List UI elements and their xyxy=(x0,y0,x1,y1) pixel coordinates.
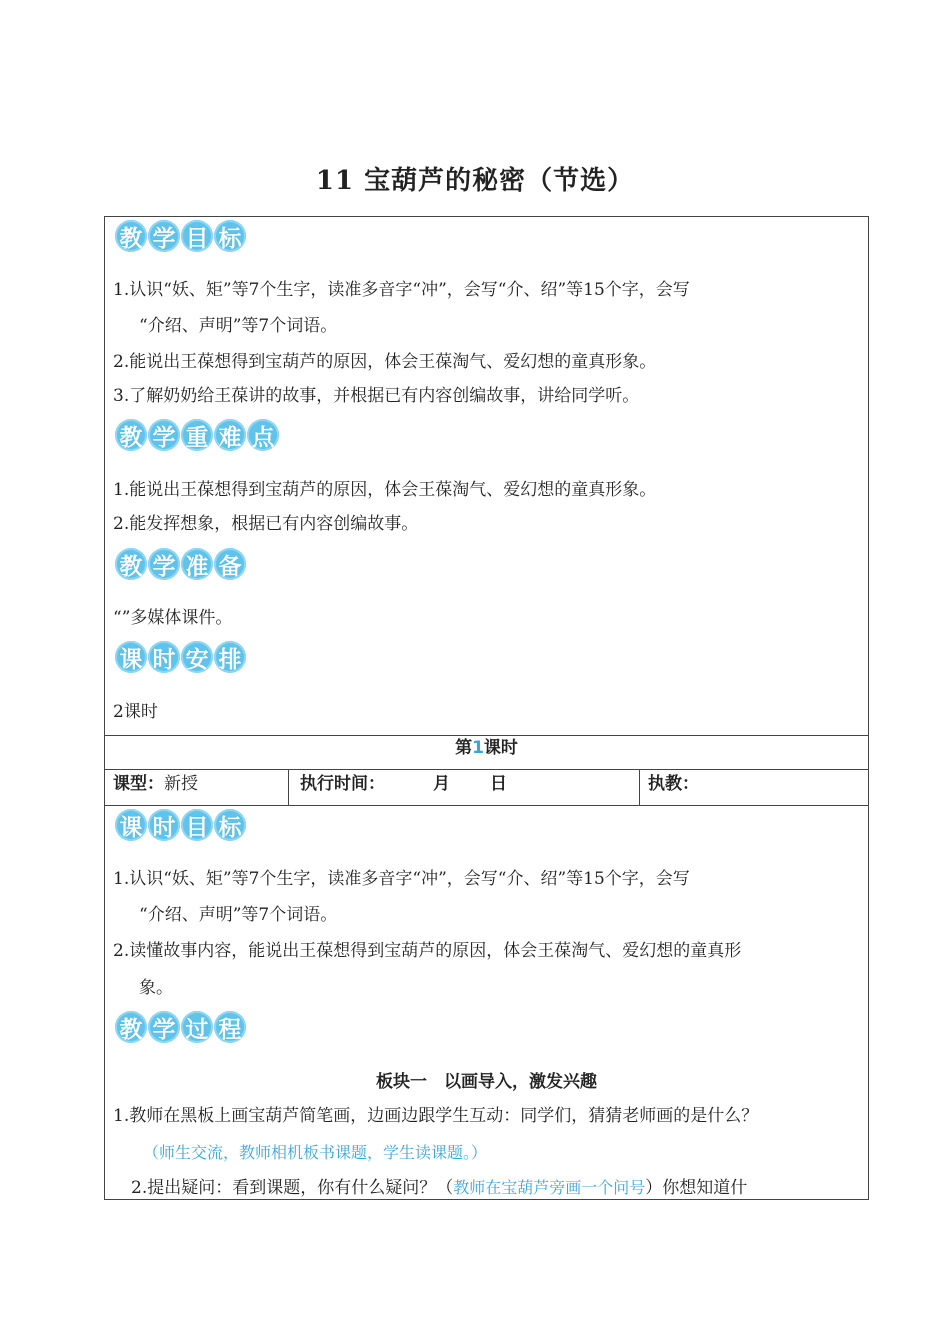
badge-char: 目 xyxy=(181,220,213,252)
exec-month: 月 xyxy=(433,774,450,794)
badge-char: 学 xyxy=(148,548,180,580)
badge-char: 标 xyxy=(214,809,246,841)
row-divider xyxy=(105,769,868,770)
row-divider xyxy=(105,805,868,806)
teacher-label: 执教： xyxy=(648,774,699,794)
schedule-line: 2课时 xyxy=(113,702,158,722)
badge-char: 学 xyxy=(148,220,180,252)
lesson-type-value: 新授 xyxy=(164,774,198,794)
lesson-goal-line: 2.读懂故事内容，能说出王葆想得到宝葫芦的原因，体会王葆淘气、爱幻想的童真形 xyxy=(113,941,742,961)
section-badge-lesson-goals xyxy=(115,809,246,841)
badge-char: 点 xyxy=(247,419,279,451)
section-badge-prep xyxy=(115,548,246,580)
process-line xyxy=(131,1177,860,1199)
keypoint-line: 2.能发挥想象，根据已有内容创编故事。 xyxy=(113,514,419,534)
lesson-number: 1 xyxy=(472,738,484,758)
badge-char: 过 xyxy=(181,1011,213,1043)
lesson-plan-table xyxy=(104,216,869,1200)
lesson-type-label: 课型： xyxy=(113,774,164,794)
process-text: 2.提出疑问：看到课题，你有什么疑问？（ xyxy=(131,1178,454,1198)
badge-char: 课 xyxy=(115,641,147,673)
section-badge-keypoints xyxy=(115,419,279,451)
badge-char: 课 xyxy=(115,809,147,841)
lesson-goal-line: 1.认识“妖、矩”等7个生字，读准多音字“冲”，会写“介、绍”等15个字，会写 xyxy=(113,869,690,889)
goal-line: “介绍、声明”等7个词语。 xyxy=(139,316,338,336)
keypoint-line: 1.能说出王葆想得到宝葫芦的原因，体会王葆淘气、爱幻想的童真形象。 xyxy=(113,480,657,500)
badge-char: 教 xyxy=(115,548,147,580)
badge-char: 程 xyxy=(214,1011,246,1043)
row-divider xyxy=(105,735,868,736)
badge-char: 目 xyxy=(181,809,213,841)
lesson-prefix: 第 xyxy=(455,738,473,758)
goal-line: 1.认识“妖、矩”等7个生字，读准多音字“冲”，会写“介、绍”等15个字，会写 xyxy=(113,280,690,300)
badge-char: 教 xyxy=(115,1011,147,1043)
badge-char: 教 xyxy=(115,419,147,451)
exec-day: 日 xyxy=(490,774,507,794)
page-title: 11 宝葫芦的秘密（节选） xyxy=(315,166,635,196)
goal-line: 2.能说出王葆想得到宝葫芦的原因，体会王葆淘气、爱幻想的童真形象。 xyxy=(113,352,657,372)
lesson-suffix: 课时 xyxy=(483,738,518,758)
badge-char: 安 xyxy=(181,641,213,673)
badge-char: 重 xyxy=(181,419,213,451)
block-title: 板块一 以画导入，激发兴趣 xyxy=(376,1072,597,1092)
lesson-goal-line: “介绍、声明”等7个词语。 xyxy=(139,905,338,925)
badge-char: 标 xyxy=(214,220,246,252)
section-badge-schedule xyxy=(115,641,246,673)
prep-line: “”多媒体课件。 xyxy=(113,608,233,628)
process-note: （师生交流，教师相机板书课题，学生读课题。） xyxy=(143,1143,488,1162)
badge-char: 学 xyxy=(148,1011,180,1043)
process-text: ）你想知道什 xyxy=(645,1178,748,1198)
section-badge-process xyxy=(115,1011,246,1043)
badge-char: 教 xyxy=(115,220,147,252)
badge-char: 时 xyxy=(148,641,180,673)
badge-char: 备 xyxy=(214,548,246,580)
goal-line: 3.了解奶奶给王葆讲的故事，并根据已有内容创编故事，讲给同学听。 xyxy=(113,386,640,406)
badge-char: 准 xyxy=(181,548,213,580)
badge-char: 时 xyxy=(148,809,180,841)
process-line: 1.教师在黑板上画宝葫芦简笔画，边画边跟学生互动：同学们，猜猜老师画的是什么？ xyxy=(113,1106,759,1126)
lesson-header xyxy=(105,737,868,759)
exec-time-label: 执行时间： xyxy=(300,774,385,794)
process-note: 教师在宝葫芦旁画一个问号 xyxy=(453,1178,646,1197)
lesson-goal-line: 象。 xyxy=(139,978,173,998)
badge-char: 排 xyxy=(214,641,246,673)
badge-char: 难 xyxy=(214,419,246,451)
badge-char: 学 xyxy=(148,419,180,451)
section-badge-goals xyxy=(115,220,246,252)
